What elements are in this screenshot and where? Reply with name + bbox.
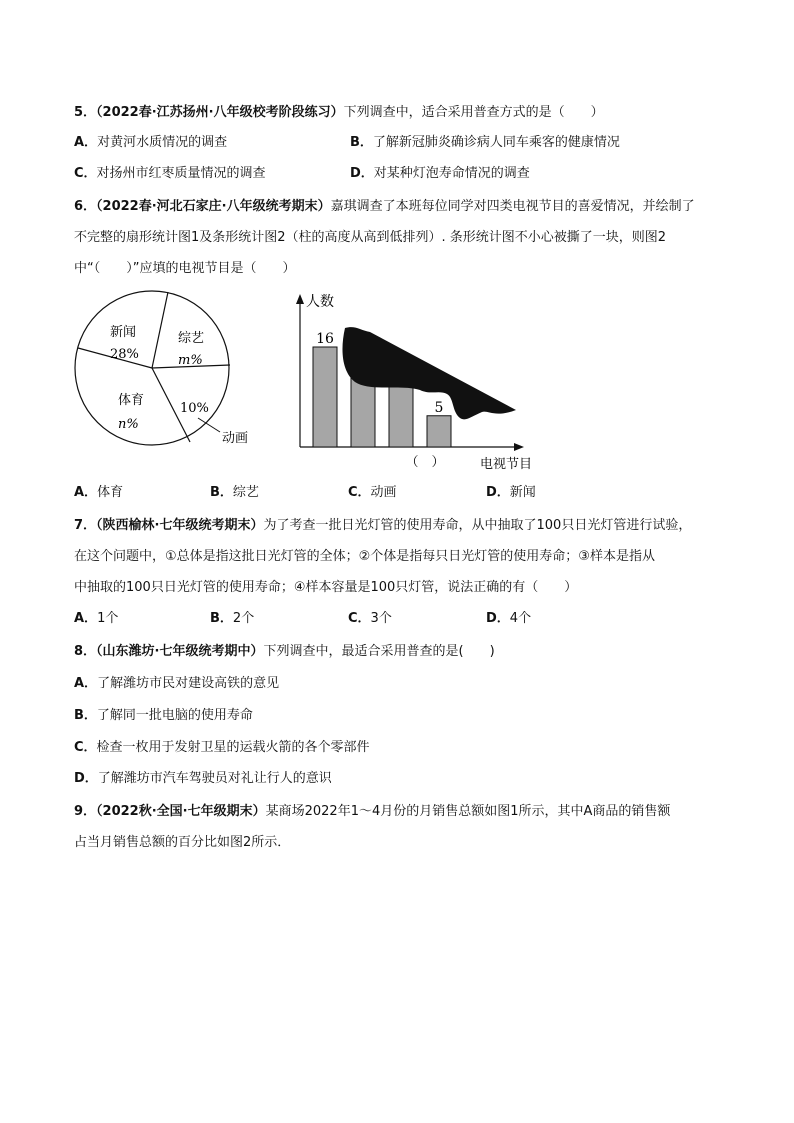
q7-option-a[interactable]: A．1个: [74, 611, 119, 626]
q8-stem-line: [74, 643, 495, 661]
y-axis-arrow: [296, 294, 304, 304]
q9-stem-1: 某商场2022年1～4月份的月销售总额如图1所示，其中A商品的销售额: [265, 804, 671, 819]
q6-option-b[interactable]: B．综艺: [210, 485, 259, 500]
bar: [313, 347, 337, 447]
q5-option-d[interactable]: D．对某种灯泡寿命情况的调查: [350, 166, 530, 181]
q8-number: 8．: [74, 644, 97, 659]
q6-option-d[interactable]: D．新闻: [486, 485, 536, 500]
q6-stem-1: 嘉琪调查了本班每位同学对四类电视节目的喜爱情况，并绘制了: [330, 199, 695, 214]
q8-source: （山东潍坊·七年级统考期中）: [96, 644, 264, 659]
q7-option-b[interactable]: B．2个: [210, 611, 255, 626]
y-axis-label: 人数: [306, 294, 334, 310]
q7-number: 7．: [74, 518, 97, 533]
x-axis-label: 电视节目: [480, 457, 533, 472]
q7-stem-1: 为了考查一批日光灯管的使用寿命，从中抽取了100只日光灯管进行试验，: [263, 518, 692, 533]
pie-slice-value-news: 28%: [110, 347, 139, 362]
q9-stem-line-2: 占当月销售总额的百分比如图2所示．: [74, 835, 291, 850]
q5-source: （2022春·江苏扬州·八年级校考阶段练习）: [96, 105, 344, 120]
x-axis-arrow: [514, 443, 524, 451]
q6-option-c[interactable]: C．动画: [348, 485, 397, 500]
q6-source: （2022春·河北石家庄·八年级统考期末）: [96, 199, 331, 214]
q6-figures: [70, 290, 570, 480]
q8-option-d[interactable]: D．了解潍坊市汽车驾驶员对礼让行人的意识: [74, 771, 332, 786]
q7-stem-line-3: 中抽取的100只日光灯管的使用寿命；④样本容量是100只灯管，说法正确的有（ ）: [74, 580, 578, 595]
q7-stem-line-1: [74, 517, 691, 535]
q5-stem: 下列调查中，适合采用普查方式的是（ ）: [343, 105, 604, 120]
q9-stem-line-1: [74, 803, 670, 821]
q6-option-a[interactable]: A．体育: [74, 485, 124, 500]
q7-source: （陕西榆林·七年级统考期末）: [96, 518, 264, 533]
bar-chart: [296, 293, 532, 472]
bar-value-label: 16: [316, 331, 334, 347]
pie-slice-label-sports: 体育: [118, 393, 145, 408]
pie-slice-value-variety: m%: [178, 353, 203, 368]
q7-option-c[interactable]: C．3个: [348, 611, 392, 626]
q8-option-b[interactable]: B．了解同一批电脑的使用寿命: [74, 708, 253, 723]
q5-option-a[interactable]: A．对黄河水质情况的调查: [74, 135, 228, 150]
pie-slice-label-animation: 动画: [222, 431, 249, 446]
bar-category-label: （ ）: [405, 455, 445, 470]
q9-source: （2022秋·全国·七年级期末）: [96, 804, 266, 819]
bar: [427, 416, 451, 447]
q8-stem: 下列调查中，最适合采用普查的是( ): [263, 644, 495, 659]
pie-slice-value-animation: 10%: [180, 401, 209, 416]
q6-stem-line-1: [74, 198, 695, 216]
q9-number: 9．: [74, 804, 97, 819]
q7-stem-line-2: 在这个问题中，①总体是指这批日光灯管的全体；②个体是指每只日光灯管的使用寿命；③样本是指从: [74, 549, 655, 564]
bar-value-label: 5: [434, 399, 444, 416]
q7-option-d[interactable]: D．4个: [486, 611, 532, 626]
q6-number: 6．: [74, 199, 97, 214]
q8-option-c[interactable]: C．检查一枚用于发射卫星的运载火箭的各个零部件: [74, 740, 370, 755]
q8-option-a[interactable]: A．了解潍坊市民对建设高铁的意见: [74, 676, 280, 691]
q6-stem-line-2: 不完整的扇形统计图1及条形统计图2（柱的高度从高到低排列）. 条形统计图不小心被撕了一块，则图2: [74, 230, 667, 245]
q5-option-b[interactable]: B．了解新冠肺炎确诊病人同车乘客的健康情况: [350, 135, 620, 150]
pie-chart: [75, 291, 248, 446]
q5-option-c[interactable]: C．对扬州市红枣质量情况的调查: [74, 166, 266, 181]
pie-slice-label-variety: 综艺: [178, 331, 205, 346]
q6-stem-line-3: 中“（ ）”应填的电视节目是（ ）: [74, 261, 296, 276]
q5-stem-line: [74, 104, 604, 122]
pie-slice-value-sports: n%: [118, 417, 139, 432]
q5-number: 5．: [74, 105, 97, 120]
pie-slice-label-news: 新闻: [110, 325, 137, 340]
